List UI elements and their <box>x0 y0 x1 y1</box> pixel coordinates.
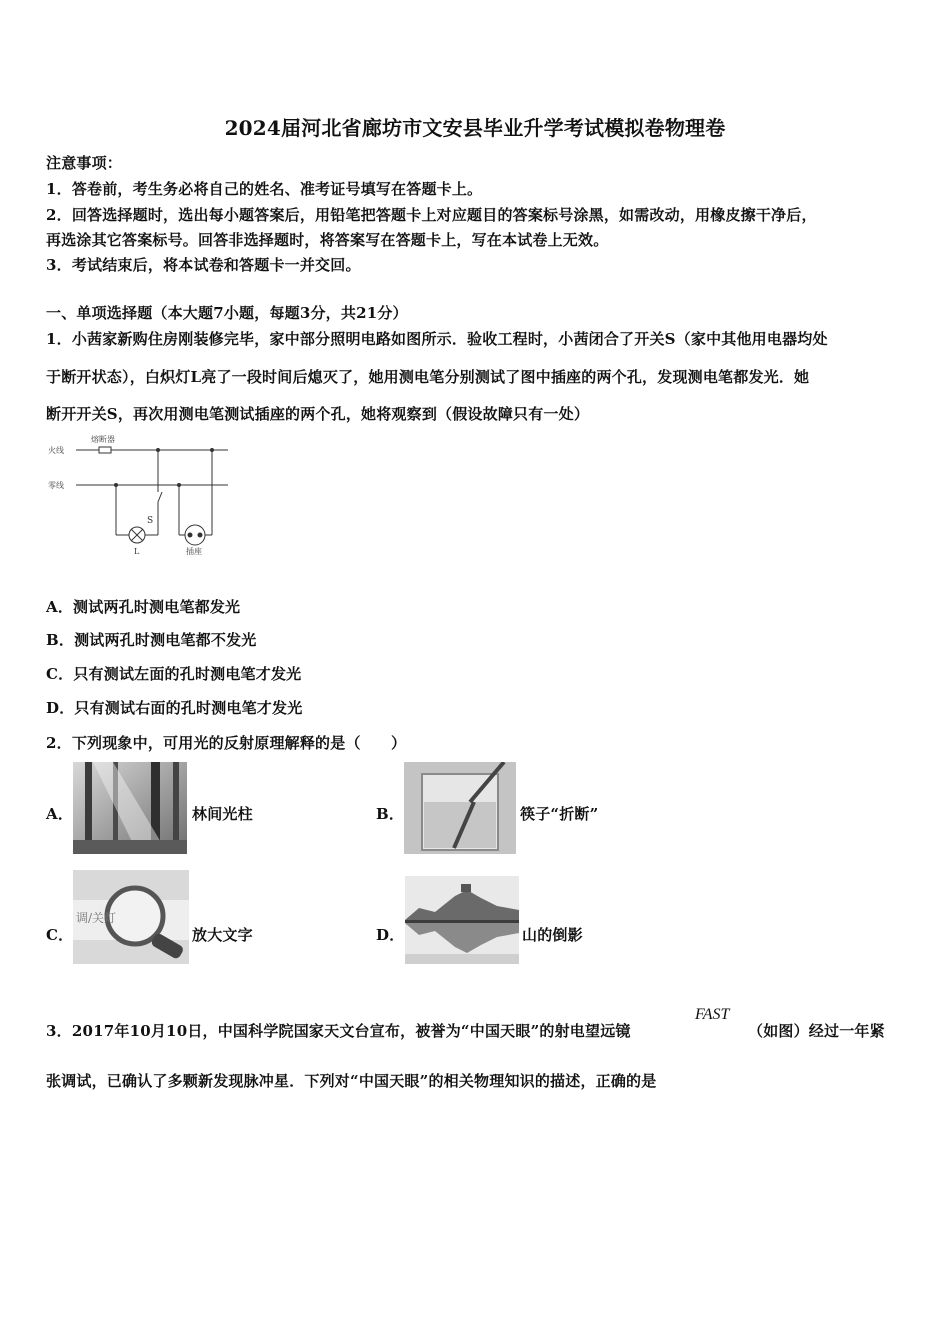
magnifier-image <box>73 870 189 964</box>
fire-wire-label: 火线 <box>48 446 64 455</box>
switch-label: S <box>147 516 154 526</box>
notice-line-4: 3．考试结束后，将本试卷和答题卡一并交回。 <box>46 256 361 274</box>
magnifier-caption: 调/关灯 <box>76 911 117 925</box>
q1-option-b: B．测试两孔时测电笔都不发光 <box>46 631 257 649</box>
q2-option-d-text: 山的倒影 <box>522 926 583 944</box>
q2-option-d-letter: D． <box>376 926 405 944</box>
q3-line-1a: 3．2017年10月10日，中国科学院国家天文台宣布，被誉为“中国天眼”的射电望远镜 <box>46 1022 631 1040</box>
q1-line-1: 1．小茜家新购住房刚装修完毕，家中部分照明电路如图所示．验收工程时，小茜闭合了开关S（家中其他用电器均处 <box>46 330 828 348</box>
lamp-label: L <box>134 547 140 556</box>
chopstick-glass-image <box>404 762 516 854</box>
notice-heading: 注意事项： <box>46 154 123 172</box>
section-heading: 一、单项选择题（本大题7小题，每题3分，共21分） <box>46 304 408 322</box>
q2-option-b-letter: B． <box>376 805 405 823</box>
q2-option-a-letter: A． <box>46 805 74 823</box>
q2-option-a-text: 林间光柱 <box>192 805 253 823</box>
notice-line-3: 再选涂其它答案标号。回答非选择题时，将答案写在答题卡上，写在本试卷上无效。 <box>46 231 609 249</box>
mountain-reflection-image <box>405 876 519 964</box>
switch-blade <box>158 492 162 502</box>
q2-option-c-text: 放大文字 <box>192 926 253 944</box>
notice-line-2: 2．回答选择题时，选出每小题答案后，用铅笔把答题卡上对应题目的答案标号涂黑，如需改动，用橡皮擦干净后， <box>46 206 817 224</box>
forest-light-image <box>73 762 187 854</box>
circuit-diagram <box>44 430 244 560</box>
q1-option-d: D．只有测试右面的孔时测电笔才发光 <box>46 699 303 717</box>
neutral-wire-label: 零线 <box>48 481 64 490</box>
fuse-label: 熔断器 <box>91 435 115 444</box>
q2-stem: 2．下列现象中，可用光的反射原理解释的是（ ） <box>46 734 407 752</box>
q2-option-b-text: 筷子“折断” <box>520 805 599 823</box>
fuse-symbol <box>99 447 111 453</box>
q1-option-a: A．测试两孔时测电笔都发光 <box>46 598 241 616</box>
page-title: 2024届河北省廊坊市文安县毕业升学考试模拟卷物理卷 <box>224 116 726 140</box>
q3-line-2: 张调试，已确认了多颗新发现脉冲星．下列对“中国天眼”的相关物理知识的描述，正确的是 <box>46 1072 657 1090</box>
q1-option-c: C．只有测试左面的孔时测电笔才发光 <box>46 665 302 683</box>
q1-line-3: 断开开关S，再次用测电笔测试插座的两个孔，她将观察到（假设故障只有一处） <box>46 405 590 423</box>
q3-line-1b: （如图）经过一年紧 <box>748 1022 885 1040</box>
notice-line-1: 1．答卷前，考生务必将自己的姓名、准考证号填写在答题卡上。 <box>46 180 483 198</box>
q2-option-c-letter: C． <box>46 926 74 944</box>
socket-label: 插座 <box>186 547 202 556</box>
q1-line-2: 于断开状态），白炽灯L亮了一段时间后熄灭了，她用测电笔分别测试了图中插座的两个孔，发现测电笔都发光．她 <box>46 368 810 386</box>
fast-label: FAST <box>695 1006 730 1023</box>
